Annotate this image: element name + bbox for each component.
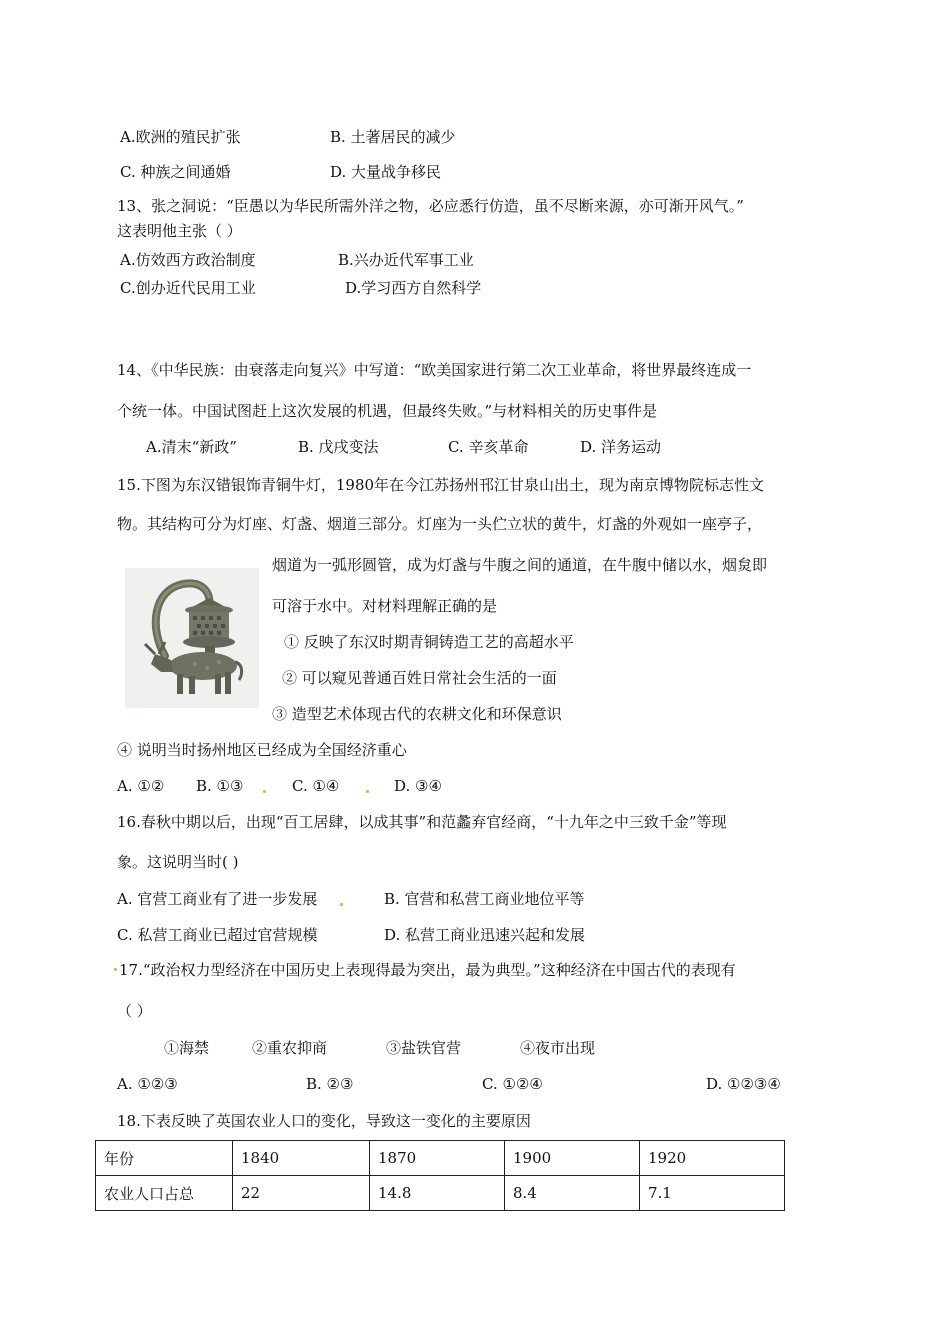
q12-option-c: C. 种族之间通婚	[120, 163, 231, 181]
q17-item-1: ①海禁	[164, 1039, 210, 1057]
q13-stem-line2: 这表明他主张（ ）	[117, 222, 242, 240]
q15-statement-1: ① 反映了东汉时期青铜铸造工艺的高超水平	[284, 633, 574, 651]
marker-dot	[114, 968, 117, 971]
table-row	[96, 1141, 785, 1176]
q13-option-b: B.兴办近代军事工业	[338, 251, 474, 269]
q16-stem-line2: 象。这说明当时( )	[117, 853, 239, 871]
q14-stem-line1: 14、《中华民族：由衰落走向复兴》中写道：“欧美国家进行第二次工业革命，将世界最终连成一	[117, 361, 752, 379]
q15-stem-line3: 烟道为一弧形圆管，成为灯盏与牛腹之间的通道，在牛腹中储以水，烟炱即	[272, 556, 768, 574]
q14-option-b: B. 戊戌变法	[298, 438, 379, 456]
q17-item-4: ④夜市出现	[520, 1039, 596, 1057]
q17-option-d: D. ①②③④	[706, 1075, 781, 1093]
q17-option-b: B. ②③	[306, 1075, 354, 1093]
q15-stem-line4: 可溶于水中。对材料理解正确的是	[272, 597, 498, 615]
marker-dot	[263, 790, 266, 793]
table-header-cell: 1900	[505, 1141, 640, 1176]
q14-option-d: D. 洋务运动	[580, 438, 662, 456]
q12-option-a: A.欧洲的殖民扩张	[120, 128, 241, 146]
table-header-cell: 年份	[96, 1141, 233, 1176]
q16-option-a: A. 官营工商业有了进一步发展	[117, 890, 318, 908]
table-cell: 7.1	[640, 1176, 785, 1211]
q14-stem-line2: 个统一体。中国试图赶上这次发展的机遇，但最终失败。”与材料相关的历史事件是	[117, 402, 658, 420]
q16-option-c: C. 私营工商业已超过官营规模	[117, 926, 318, 944]
table-row	[96, 1176, 785, 1211]
q12-option-b: B. 土著居民的减少	[330, 128, 456, 146]
table-cell: 14.8	[370, 1176, 505, 1211]
q15-statement-3: ③ 造型艺术体现古代的农耕文化和环保意识	[272, 705, 562, 723]
marker-dot	[366, 790, 369, 793]
q16-option-b: B. 官营和私营工商业地位平等	[384, 890, 585, 908]
q16-option-d: D. 私营工商业迅速兴起和发展	[384, 926, 586, 944]
q15-statement-2: ② 可以窥见普通百姓日常社会生活的一面	[282, 669, 557, 687]
q17-option-c: C. ①②④	[482, 1075, 543, 1093]
q17-option-a: A. ①②③	[117, 1075, 178, 1093]
q13-option-d: D.学习西方自然科学	[345, 279, 482, 297]
table-cell: 22	[233, 1176, 370, 1211]
q17-stem-line2: （ ）	[117, 1002, 152, 1020]
q17-item-3: ③盐铁官营	[386, 1039, 462, 1057]
bronze-ox-lamp-image	[125, 568, 259, 708]
agri-population-table	[95, 1140, 785, 1211]
q18-stem-line1: 18.下表反映了英国农业人口的变化，导致这一变化的主要原因	[117, 1112, 531, 1130]
table-header-cell: 1870	[370, 1141, 505, 1176]
q15-option-b: B. ①③	[196, 777, 244, 795]
table-header-cell: 1920	[640, 1141, 785, 1176]
table-cell: 农业人口占总	[96, 1176, 233, 1211]
q12-option-d: D. 大量战争移民	[330, 163, 442, 181]
table-cell: 8.4	[505, 1176, 640, 1211]
q16-stem-line1: 16.春秋中期以后，出现“百工居肆，以成其事”和范蠡弃官经商，“十九年之中三致千金”等现	[117, 813, 727, 831]
q15-statement-4: ④ 说明当时扬州地区已经成为全国经济重心	[117, 741, 407, 759]
q15-option-c: C. ①④	[292, 777, 340, 795]
q14-option-a: A.清末“新政”	[146, 438, 237, 456]
marker-dot	[340, 903, 343, 906]
q15-stem-line2: 物。其结构可分为灯座、灯盏、烟道三部分。灯座为一头伫立状的黄牛，灯盏的外观如一座亭子，	[117, 515, 763, 533]
q17-stem-line1: 17.“政治权力型经济在中国历史上表现得最为突出，最为典型。”这种经济在中国古代的表现有	[119, 961, 736, 979]
q15-option-a: A. ①②	[117, 777, 165, 795]
q14-option-c: C. 辛亥革命	[448, 438, 529, 456]
table-header-cell: 1840	[233, 1141, 370, 1176]
q13-option-c: C.创办近代民用工业	[120, 279, 256, 297]
q15-stem-line1: 15.下图为东汉错银饰青铜牛灯，1980年在今江苏扬州邗江甘泉山出土，现为南京博物院标志性文	[117, 476, 765, 494]
q13-option-a: A.仿效西方政治制度	[120, 251, 256, 269]
q17-item-2: ②重农抑商	[252, 1039, 328, 1057]
q15-option-d: D. ③④	[394, 777, 442, 795]
q13-stem-line1: 13、张之洞说：“臣愚以为华民所需外洋之物，必应悉行仿造，虽不尽断来源，亦可渐开风气。”	[117, 197, 744, 215]
ox-lamp-icon	[125, 568, 259, 708]
